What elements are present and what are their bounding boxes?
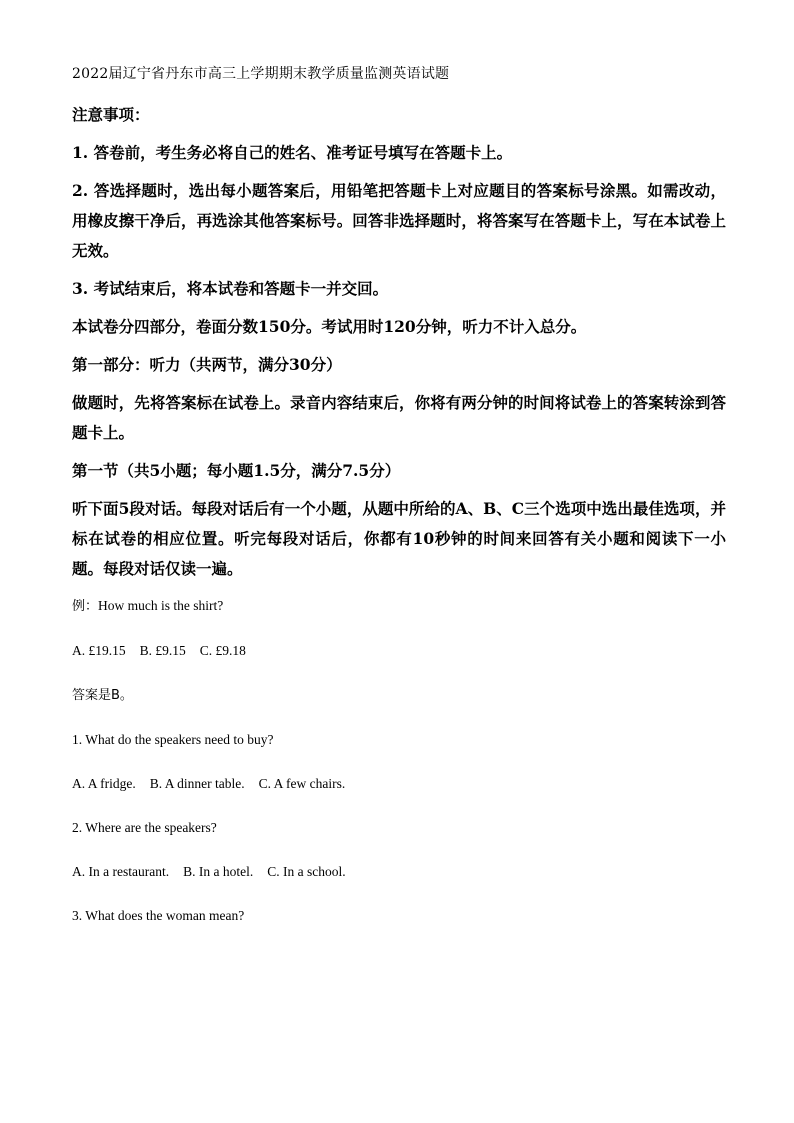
- example-option-a: A. £19.15: [72, 643, 126, 658]
- q2-option-b: B. In a hotel.: [183, 864, 254, 879]
- question-2-options: [72, 862, 726, 882]
- notice-item-1: 1. 答卷前，考生务必将自己的姓名、准考证号填写在答题卡上。: [72, 143, 513, 162]
- exam-page: [72, 62, 726, 950]
- example-option-c: C. £9.18: [199, 643, 246, 658]
- example-options: [72, 641, 726, 661]
- section1-heading: 第一节（共5小题；每小题1.5分，满分7.5分）: [72, 461, 401, 480]
- q1-option-a: A. A fridge.: [72, 776, 136, 791]
- question-2: 2. Where are the speakers?: [72, 820, 217, 835]
- notice-heading: 注意事项：: [72, 105, 150, 124]
- example-option-b: B. £9.15: [139, 643, 186, 658]
- q2-option-c: C. In a school.: [267, 864, 346, 879]
- q2-option-a: A. In a restaurant.: [72, 864, 170, 879]
- q1-option-c: C. A few chairs.: [258, 776, 346, 791]
- part1-instruction: 做题时，先将答案标在试卷上。录音内容结束后，你将有两分钟的时间将试卷上的答案转涂到答题卡上。: [72, 393, 726, 442]
- example-question: [72, 596, 726, 617]
- example-label: 例：: [72, 599, 99, 614]
- part1-heading: 第一部分：听力（共两节，满分30分）: [72, 355, 342, 374]
- exam-info: 本试卷分四部分，卷面分数150分。考试用时120分钟，听力不计入总分。: [72, 317, 587, 336]
- notice-item-3: 3. 考试结束后，将本试卷和答题卡一并交回。: [72, 279, 389, 298]
- example-answer: [72, 685, 726, 706]
- question-1: 1. What do the speakers need to buy?: [72, 732, 274, 747]
- section1-instruction: 听下面5段对话。每段对话后有一个小题，从题中所给的A、B、C三个选项中选出最佳选项，并标在试卷的相应位置。听完每段对话后，你都有10秒钟的时间来回答有关小题和阅读下一小题。每段对话仅读一遍。: [72, 499, 726, 578]
- example-question-text: How much is the shirt?: [98, 598, 224, 613]
- question-1-options: [72, 774, 726, 794]
- document-title: 2022届辽宁省丹东市高三上学期期末教学质量监测英语试题: [72, 66, 450, 82]
- notice-item-2: 2. 答选择题时，选出每小题答案后，用铅笔把答题卡上对应题目的答案标号涂黑。如需改动，用橡皮擦干净后，再选涂其他答案标号。回答非选择题时，将答案写在答题卡上，写在本试卷上无效。: [72, 181, 726, 260]
- question-3: 3. What does the woman mean?: [72, 908, 245, 923]
- q1-option-b: B. A dinner table.: [149, 776, 245, 791]
- example-answer-text: 答案是B。: [72, 688, 133, 703]
